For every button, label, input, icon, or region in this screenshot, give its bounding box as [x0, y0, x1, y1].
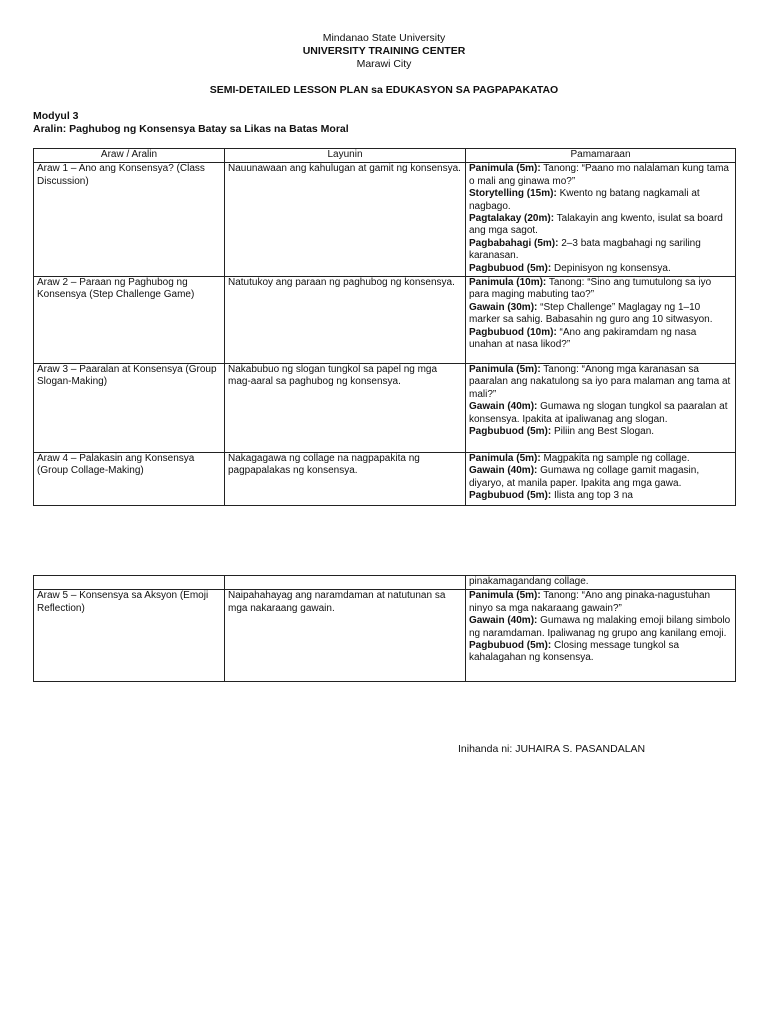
- column-header-pamamaraan: Pamamaraan: [466, 149, 736, 163]
- step-item: [469, 453, 732, 465]
- araw-cell: Araw 4 – Palakasin ang Konsensya (Group Collage-Making): [34, 453, 225, 506]
- column-header-layunin: Layunin: [225, 149, 466, 163]
- step-label: Panimula (10m):: [469, 277, 547, 289]
- layunin-cell: Nakabubuo ng slogan tungkol sa papel ng mga mag-aaral sa paghubog ng konsensya.: [225, 364, 466, 453]
- step-text: Tanong: “Sino ang tumutulong sa iyo para maging mabuting tao?”: [469, 277, 712, 301]
- layunin-cell: Natutukoy ang paraan ng paghubog ng konsensya.: [225, 277, 466, 364]
- step-label: Pagtalakay (20m):: [469, 213, 555, 225]
- step-text: Depinisyon ng konsensya.: [551, 262, 671, 274]
- table-row: [34, 453, 736, 506]
- pamamaraan-cell: [466, 453, 736, 506]
- table-row: [34, 163, 736, 277]
- step-item: [469, 364, 732, 401]
- step-text: Gumawa ng malaking emoji bilang simbolo ng naramdaman. Ipaliwanag ng grupo ang kanilang emoji.: [469, 615, 731, 639]
- lesson-plan-table-continued: [33, 575, 736, 682]
- pamamaraan-cell: [466, 277, 736, 364]
- step-item: [469, 277, 732, 302]
- table-row: [34, 576, 736, 590]
- step-text: Tanong: “Ano ang pinaka-nagustuhan ninyo sa mga nakaraang gawain?”: [469, 590, 711, 614]
- step-text: Kwento ng batang nagkamali at nagbago.: [469, 188, 700, 212]
- step-item: [469, 426, 732, 438]
- step-label: Panimula (5m):: [469, 590, 541, 602]
- step-item: [469, 302, 732, 327]
- step-text: Gumawa ng collage gamit magasin, diyaryo, at manila paper. Ipakita ang mga gawa.: [469, 465, 700, 489]
- step-text: Ilista ang top 3 na: [551, 490, 633, 502]
- step-item: [469, 615, 732, 640]
- step-text: Tanong: “Anong mga karanasan sa paaralan ang nakatulong sa iyo para malaman ang tama at mali?”: [469, 364, 731, 400]
- step-label: Pagbubuod (5m):: [469, 640, 552, 652]
- step-label: Gawain (40m):: [469, 401, 538, 413]
- step-label: Pagbubuod (5m):: [469, 426, 552, 438]
- step-label: Pagbubuod (5m):: [469, 490, 552, 502]
- step-item: [469, 163, 732, 188]
- step-item: [469, 465, 732, 490]
- center-name: UNIVERSITY TRAINING CENTER: [302, 45, 466, 57]
- step-item: [469, 213, 732, 238]
- document-title: SEMI-DETAILED LESSON PLAN sa EDUKASYON SA PAGPAPAKATAO: [209, 84, 559, 96]
- table-row: [34, 364, 736, 453]
- step-item: [469, 327, 732, 352]
- layunin-cell: Nauunawaan ang kahulugan at gamit ng konsensya.: [225, 163, 466, 277]
- step-label: Pagbabahagi (5m):: [469, 237, 559, 249]
- araw-cell: Araw 3 – Paaralan at Konsensya (Group Slogan-Making): [34, 364, 225, 453]
- step-item: [469, 263, 732, 275]
- araw-cell: Araw 2 – Paraan ng Paghubog ng Konsensya (Step Challenge Game): [34, 277, 225, 364]
- step-item: [469, 188, 732, 213]
- step-label: Gawain (40m):: [469, 615, 538, 627]
- step-text: Gumawa ng slogan tungkol sa paaralan at konsensya. Ipakita at ipaliwanag ang slogan.: [469, 401, 728, 425]
- layunin-cell: Naipahahayag ang naramdaman at natutunan sa mga nakaraang gawain.: [225, 590, 466, 682]
- empty-cell: [34, 576, 225, 590]
- step-text: Piliin ang Best Slogan.: [551, 426, 655, 438]
- step-text: Talakayin ang kwento, isulat sa board ang mga sagot.: [469, 213, 723, 237]
- column-header-araw: Araw / Aralin: [34, 149, 225, 163]
- araw-cell: Araw 5 – Konsensya sa Aksyon (Emoji Reflection): [34, 590, 225, 682]
- step-text: 2–3 bata magbahagi ng sariling karanasan.: [469, 237, 701, 262]
- university-name: Mindanao State University: [322, 32, 446, 44]
- prepared-by: Inihanda ni: JUHAIRA S. PASANDALAN: [458, 743, 646, 755]
- empty-cell: [225, 576, 466, 590]
- step-label: Panimula (5m):: [469, 163, 541, 175]
- step-text: Magpakita ng sample ng collage.: [540, 453, 690, 465]
- layunin-cell: Nakagagawa ng collage na nagpapakita ng pagpapalakas ng konsensya.: [225, 453, 466, 506]
- step-label: Panimula (5m):: [469, 364, 541, 376]
- table-row: [34, 590, 736, 682]
- step-item: [469, 490, 732, 502]
- step-item: [469, 238, 732, 263]
- step-label: Pagbubuod (10m):: [469, 326, 557, 338]
- step-label: Gawain (30m):: [469, 301, 538, 313]
- step-text: “Ano ang pakiramdam ng nasa unahan at nasa likod?”: [469, 326, 697, 351]
- modyul-label: Modyul 3: [33, 110, 79, 122]
- aralin-label: Aralin: Paghubog ng Konsensya Batay sa Likas na Batas Moral: [33, 123, 349, 135]
- step-item: [469, 640, 732, 665]
- continuation-cell: pinakamagandang collage.: [466, 576, 736, 590]
- step-label: Gawain (40m):: [469, 465, 538, 477]
- step-label: Pagbubuod (5m):: [469, 262, 552, 274]
- pamamaraan-cell: [466, 590, 736, 682]
- pamamaraan-cell: [466, 364, 736, 453]
- step-text: Tanong: “Paano mo nalalaman kung tama o mali ang ginawa mo?”: [469, 163, 729, 187]
- lesson-plan-table: [33, 148, 736, 506]
- step-text: Closing message tungkol sa kahalagahan ng konsensya.: [469, 640, 680, 664]
- pamamaraan-cell: [466, 163, 736, 277]
- araw-cell: Araw 1 – Ano ang Konsensya? (Class Discussion): [34, 163, 225, 277]
- step-item: [469, 590, 732, 615]
- step-label: Storytelling (15m):: [469, 188, 557, 200]
- step-item: [469, 401, 732, 426]
- table-row: [34, 277, 736, 364]
- city-name: Marawi City: [356, 58, 412, 70]
- step-text: “Step Challenge” Maglagay ng 1–10 marker sa sahig. Babasahin ng guro ang 10 sitwasyon.: [469, 301, 713, 326]
- step-label: Panimula (5m):: [469, 453, 541, 465]
